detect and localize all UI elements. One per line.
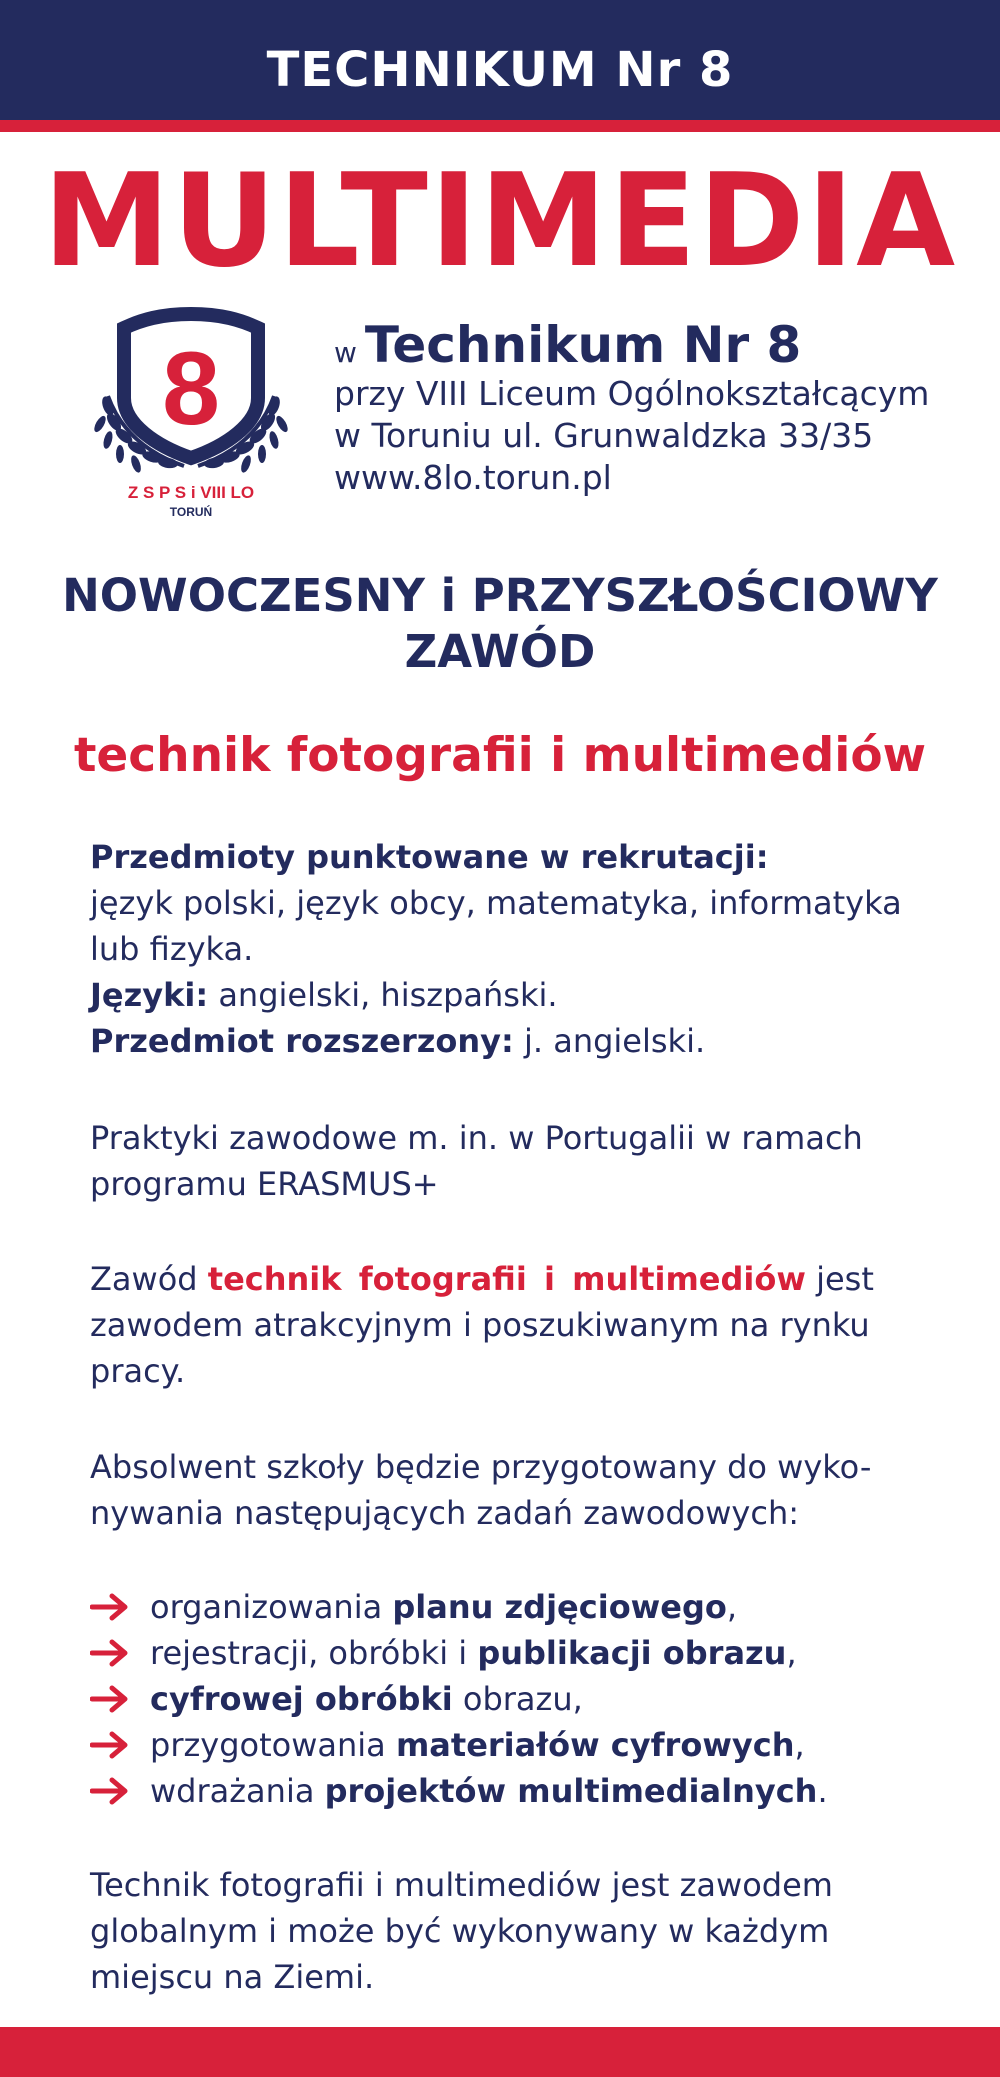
recruitment-section — [90, 834, 950, 1064]
school-website[interactable]: www.8lo.torun.pl — [334, 458, 612, 497]
list-item — [90, 1768, 950, 1814]
headline — [40, 568, 960, 680]
main-title: MULTIMEDIA — [42, 147, 958, 296]
attractive-suffix: jest — [805, 1260, 874, 1298]
attractive-section — [90, 1256, 950, 1394]
attractive-line2: zawodem atrakcyjnym i poszukiwanym na rynku — [90, 1306, 870, 1344]
arrow-right-icon — [90, 1684, 130, 1714]
attractive-highlight: technik fotografii i multimediów — [207, 1260, 806, 1298]
task-post: , — [726, 1588, 737, 1626]
school-address: w Toruniu ul. Grunwaldzka 33/35 — [334, 416, 874, 455]
task-post: , — [794, 1726, 805, 1764]
school-contact — [334, 318, 964, 499]
tasks-section — [90, 1584, 950, 1814]
footer-stripe — [0, 2027, 1000, 2077]
extended-value: j. angielski. — [513, 1022, 706, 1060]
graduate-line1: Absolwent szkoły będzie przygotowany do wyko- — [90, 1448, 872, 1486]
task-post: . — [817, 1772, 828, 1810]
list-item — [90, 1722, 950, 1768]
task-pre: wdrażania — [150, 1772, 325, 1810]
school-name — [334, 318, 964, 373]
task-pre: przygotowania — [150, 1726, 396, 1764]
task-bold: materiałów cyfrowych — [395, 1726, 795, 1764]
task-pre: organizowania — [150, 1588, 393, 1626]
headline-line1: NOWOCZESNY i PRZYSZŁOŚCIOWY — [62, 569, 938, 622]
school-prefix: w — [334, 336, 357, 369]
school-affiliation: przy VIII Liceum Ogólnokształcącym — [334, 374, 930, 413]
erasmus-line2: programu ERASMUS+ — [90, 1165, 439, 1203]
languages-value: angielski, hiszpański. — [208, 976, 558, 1014]
arrow-right-icon — [90, 1592, 130, 1622]
erasmus-line1: Praktyki zawodowe m. in. w Portugalii w ramach — [90, 1119, 863, 1157]
arrow-right-icon — [90, 1730, 130, 1760]
graduate-section — [90, 1444, 950, 1536]
graduate-line2: nywania następujących zadań zawodowych: — [90, 1494, 800, 1532]
global-line3: miejscu na Ziemi. — [90, 1958, 375, 1996]
task-post: obrazu, — [452, 1680, 583, 1718]
extended-label: Przedmiot rozszerzony: — [90, 1022, 514, 1060]
task-bold: cyfrowej obróbki — [150, 1680, 453, 1718]
arrow-right-icon — [90, 1638, 130, 1668]
shield-laurel-icon — [86, 306, 296, 526]
header-band — [0, 0, 1000, 120]
recruitment-subjects-1: język polski, język obcy, matematyka, informatyka — [90, 884, 902, 922]
profession-title: technik fotografii i multimediów — [73, 728, 927, 783]
attractive-prefix: Zawód — [90, 1260, 208, 1298]
logo-city: TORUŃ — [169, 505, 213, 519]
tasks-list — [90, 1584, 950, 1814]
list-item — [90, 1630, 950, 1676]
recruitment-label: Przedmioty punktowane w rekrutacji: — [90, 838, 769, 876]
header-title: TECHNIKUM Nr 8 — [266, 42, 734, 98]
erasmus-section — [90, 1115, 950, 1207]
school-logo — [86, 306, 296, 526]
school-name-text: Technikum Nr 8 — [364, 316, 802, 374]
task-bold: projektów multimedialnych — [324, 1772, 818, 1810]
task-bold: planu zdjęciowego — [392, 1588, 727, 1626]
task-pre: rejestracji, obróbki i — [150, 1634, 478, 1672]
recruitment-subjects-2: lub fizyka. — [90, 930, 254, 968]
arrow-right-icon — [90, 1776, 130, 1806]
global-line1: Technik fotografii i multimediów jest zawodem — [90, 1866, 833, 1904]
global-line2: globalnym i może być wykonywany w każdym — [90, 1912, 830, 1950]
headline-line2: ZAWÓD — [404, 625, 596, 678]
global-section — [90, 1862, 950, 2000]
task-bold: publikacji obrazu — [477, 1634, 787, 1672]
task-post: , — [786, 1634, 797, 1672]
attractive-line3: pracy. — [90, 1352, 186, 1390]
header-stripe — [0, 120, 1000, 132]
logo-number: 8 — [162, 331, 220, 447]
list-item — [90, 1676, 950, 1722]
logo-caption: Z S P S i VIII LO — [127, 483, 255, 502]
list-item — [90, 1584, 950, 1630]
languages-label: Języki: — [90, 976, 209, 1014]
